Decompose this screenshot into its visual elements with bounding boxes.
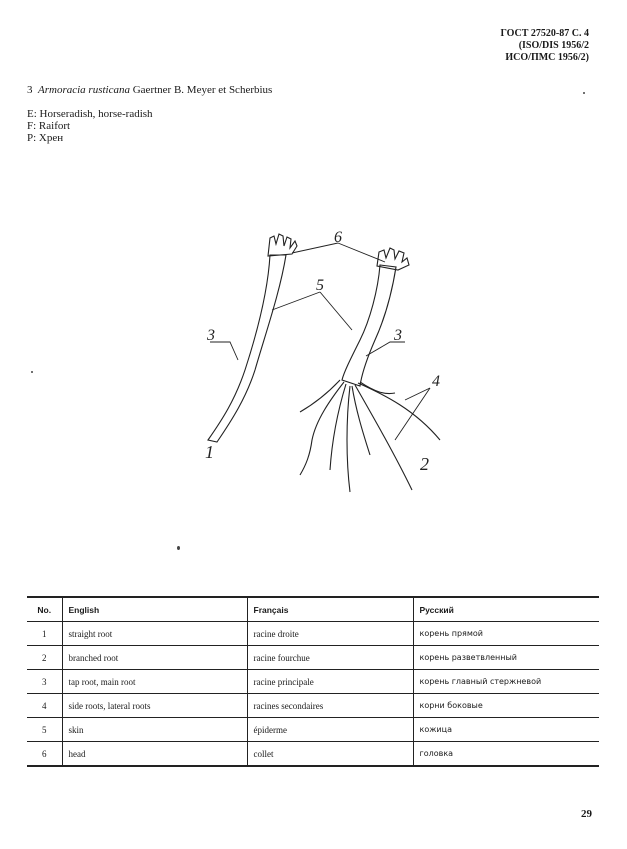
table-row (27, 646, 599, 670)
column-header-english: English (62, 597, 247, 622)
column-header-french: Français (247, 597, 413, 622)
scan-speck (583, 92, 585, 94)
table-row (27, 694, 599, 718)
cell-french: racine fourchue (247, 646, 413, 670)
cell-french: collet (247, 742, 413, 767)
header-iso-reference-ru: ИСО/ПМС 1956/2) (505, 52, 589, 63)
common-names (27, 108, 153, 144)
leader-5-left (272, 292, 320, 310)
cell-english: tap root, main root (62, 670, 247, 694)
leader-3-left (210, 342, 238, 360)
cell-russian: корень прямой (413, 622, 599, 646)
cell-russian: корень главный стержневой (413, 670, 599, 694)
cell-french: racines secondaires (247, 694, 413, 718)
label-side-roots: 4 (432, 373, 440, 390)
common-name-english: E: Horseradish, horse-radish (27, 108, 153, 120)
side-root-c (347, 386, 350, 492)
column-header-russian: Русский (413, 597, 599, 622)
straight-root-outline (208, 255, 286, 442)
cell-english: head (62, 742, 247, 767)
table-row (27, 670, 599, 694)
label-taproot-left: 3 (207, 327, 215, 344)
leader-5-right (320, 292, 352, 330)
cell-french: racine principale (247, 670, 413, 694)
cell-english: branched root (62, 646, 247, 670)
horseradish-root-figure (190, 225, 460, 505)
scan-speck (177, 546, 180, 550)
leader-6-right (338, 243, 385, 262)
cell-no: 2 (27, 646, 62, 670)
label-straight-root: 1 (205, 442, 214, 462)
page-number: 29 (581, 808, 592, 820)
cell-no: 3 (27, 670, 62, 694)
cell-russian: головка (413, 742, 599, 767)
label-head: 6 (334, 229, 342, 246)
cell-no: 4 (27, 694, 62, 718)
cell-russian: кожица (413, 718, 599, 742)
branched-root-outline (342, 265, 396, 386)
cell-no: 6 (27, 742, 62, 767)
table-row (27, 742, 599, 767)
leader-4-b (395, 388, 430, 440)
label-skin: 5 (316, 277, 324, 294)
common-name-french: F: Raifort (27, 120, 71, 132)
common-name-russian: P: Хрен (27, 132, 64, 144)
header-standard-number: ГОСТ 27520-87 С. 4 (500, 28, 589, 39)
label-branched-root: 2 (420, 454, 429, 474)
document-header (501, 28, 589, 64)
species-latin-name: Armoracia rusticana (38, 84, 130, 96)
cell-english: straight root (62, 622, 247, 646)
cell-russian: корень разветвленный (413, 646, 599, 670)
side-root-a (300, 382, 344, 475)
side-root-e (355, 385, 412, 490)
species-authority: Gaertner B. Meyer et Scherbius (132, 84, 273, 96)
cell-no: 1 (27, 622, 62, 646)
cell-russian: корни боковые (413, 694, 599, 718)
cell-french: racine droite (247, 622, 413, 646)
leader-3-right (366, 342, 405, 356)
species-number: 3 (27, 84, 33, 96)
scan-speck (31, 371, 33, 373)
terms-table (27, 596, 599, 767)
table-header-row (27, 597, 599, 622)
leader-6-left (292, 243, 338, 253)
column-header-no: No. (27, 597, 62, 622)
table-row (27, 718, 599, 742)
cell-english: skin (62, 718, 247, 742)
table-row (27, 622, 599, 646)
header-iso-reference: (ISO/DIS 1956/2 (518, 40, 589, 51)
cell-english: side roots, lateral roots (62, 694, 247, 718)
cell-no: 5 (27, 718, 62, 742)
species-heading (27, 84, 272, 96)
cell-french: épiderme (247, 718, 413, 742)
label-taproot-right: 3 (394, 327, 402, 344)
